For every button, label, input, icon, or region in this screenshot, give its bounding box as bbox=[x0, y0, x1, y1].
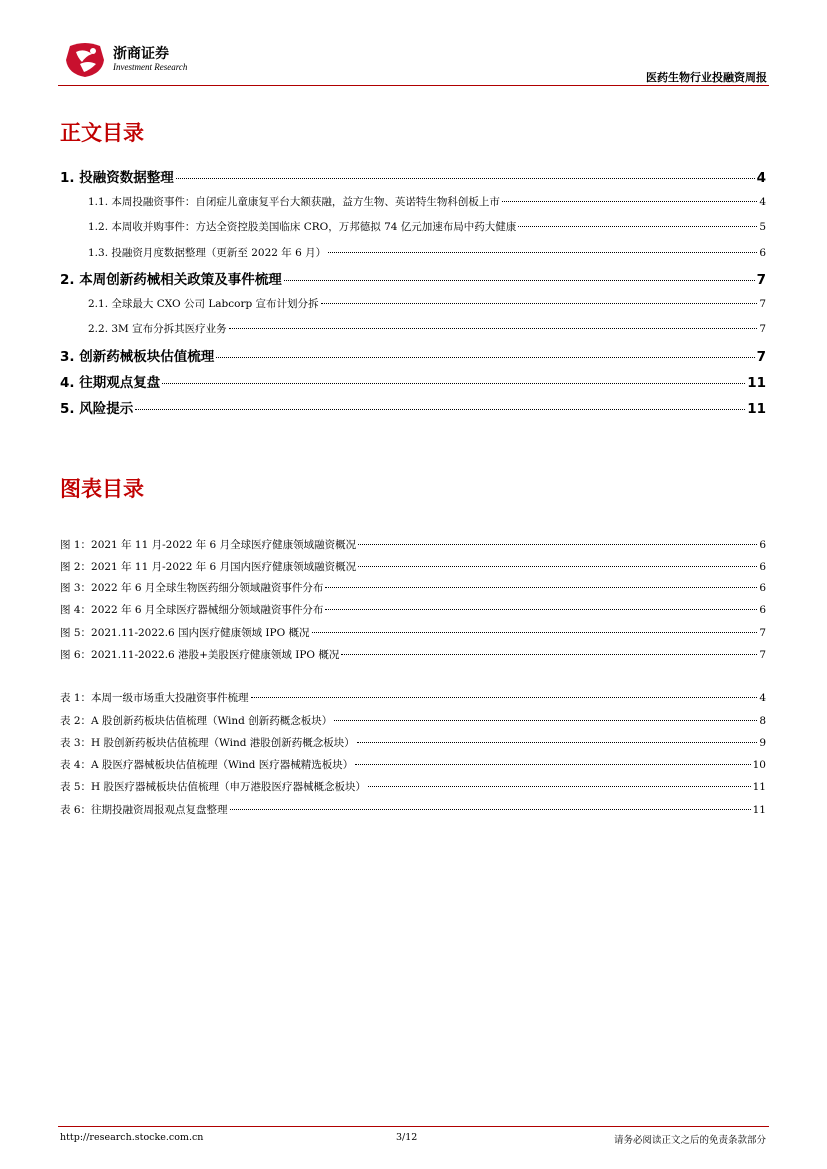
toc-entry-page: 11 bbox=[747, 401, 766, 417]
toc-entry-label: 5. 风险提示 bbox=[60, 401, 134, 417]
leader-dots bbox=[341, 654, 757, 655]
leader-dots bbox=[321, 303, 758, 304]
figure-entry-label: 图 2：2021 年 11 月-2022 年 6 月国内医疗健康领域融资概况 bbox=[60, 561, 357, 573]
leader-dots bbox=[135, 409, 745, 410]
figure-entry-page: 6 bbox=[759, 582, 766, 594]
leader-dots bbox=[325, 587, 757, 588]
figure-entry[interactable] bbox=[0, 647, 827, 662]
toc-entry[interactable] bbox=[0, 345, 827, 365]
table-entry-label: 表 1：本周一级市场重大投融资事件梳理 bbox=[60, 692, 249, 704]
header-divider bbox=[58, 85, 769, 86]
leader-dots bbox=[518, 226, 757, 227]
leader-dots bbox=[355, 764, 750, 765]
figure-entry-label: 图 5：2021.11-2022.6 国内医疗健康领域 IPO 概况 bbox=[60, 627, 310, 639]
toc-entry-page: 11 bbox=[747, 375, 766, 391]
toc-entry-label: 2.2. 3M 宣布分拆其医疗业务 bbox=[88, 323, 227, 335]
leader-dots bbox=[325, 609, 757, 610]
toc-entry-page: 7 bbox=[759, 298, 766, 310]
figure-entry-page: 7 bbox=[759, 649, 766, 661]
table-entry-label: 表 2：A 股创新药板块估值梳理（Wind 创新药概念板块） bbox=[60, 715, 333, 727]
footer-url[interactable]: http://research.stocke.com.cn bbox=[60, 1132, 204, 1143]
leader-dots bbox=[358, 566, 757, 567]
leader-dots bbox=[312, 632, 758, 633]
footer-disclaimer: 请务必阅读正文之后的免责条款部分 bbox=[613, 1135, 766, 1146]
table-entry-page: 10 bbox=[752, 759, 766, 771]
toc-entry[interactable] bbox=[0, 371, 827, 391]
table-entry[interactable] bbox=[0, 757, 827, 772]
toc-entry[interactable] bbox=[0, 321, 827, 336]
figure-entry-page: 6 bbox=[759, 539, 766, 551]
table-entry-label: 表 3：H 股创新药板块估值梳理（Wind 港股创新药概念板块） bbox=[60, 737, 355, 749]
toc-entry-label: 2.1. 全球最大 CXO 公司 Labcorp 宣布计划分拆 bbox=[88, 298, 319, 310]
toc-entry[interactable] bbox=[0, 268, 827, 288]
table-entry[interactable] bbox=[0, 713, 827, 728]
table-entry[interactable] bbox=[0, 802, 827, 817]
footer-divider bbox=[58, 1126, 769, 1127]
table-entry-label: 表 4：A 股医疗器械板块估值梳理（Wind 医疗器械精选板块） bbox=[60, 759, 354, 771]
toc-entry-label: 2. 本周创新药械相关政策及事件梳理 bbox=[60, 272, 282, 288]
leader-dots bbox=[230, 809, 751, 810]
leader-dots bbox=[368, 786, 751, 787]
figure-entry-label: 图 6：2021.11-2022.6 港股+美股医疗健康领域 IPO 概况 bbox=[60, 649, 340, 661]
report-type: 医药生物行业投融资周报 bbox=[646, 71, 767, 84]
leader-dots bbox=[357, 742, 758, 743]
toc-entry-label: 1.3. 投融资月度数据整理（更新至 2022 年 6 月） bbox=[88, 247, 327, 259]
figure-entry-page: 6 bbox=[759, 604, 766, 616]
toc-entry-label: 3. 创新药械板块估值梳理 bbox=[60, 349, 215, 365]
toc-entry[interactable] bbox=[0, 296, 827, 311]
leader-dots bbox=[176, 178, 755, 179]
figure-entry-page: 7 bbox=[759, 627, 766, 639]
table-entry-label: 表 5：H 股医疗器械板块估值梳理（申万港股医疗器械概念板块） bbox=[60, 781, 367, 793]
leader-dots bbox=[334, 720, 757, 721]
brand-name-en: Investment Research bbox=[113, 62, 188, 72]
leader-dots bbox=[229, 328, 758, 329]
toc-entry-page: 4 bbox=[759, 196, 766, 208]
table-entry[interactable] bbox=[0, 690, 827, 705]
toc-entry-label: 1. 投融资数据整理 bbox=[60, 170, 174, 186]
toc-entry-label: 1.1. 本周投融资事件：自闭症儿童康复平台大额获融，益方生物、英诺特生物科创板上市 bbox=[88, 196, 500, 208]
toc-entry-page: 6 bbox=[759, 247, 766, 259]
leader-dots bbox=[162, 383, 745, 384]
figure-entry-page: 6 bbox=[759, 561, 766, 573]
toc-entry[interactable] bbox=[0, 219, 827, 234]
figure-entry[interactable] bbox=[0, 559, 827, 574]
figures-title: 图表目录 bbox=[60, 477, 144, 501]
figure-entry[interactable] bbox=[0, 625, 827, 640]
toc-entry[interactable] bbox=[0, 245, 827, 260]
toc-entry-page: 7 bbox=[756, 349, 766, 365]
brand-logo-icon bbox=[64, 42, 106, 78]
toc-entry-page: 7 bbox=[756, 272, 766, 288]
leader-dots bbox=[358, 544, 757, 545]
toc-entry-page: 4 bbox=[756, 170, 766, 186]
figure-entry[interactable] bbox=[0, 537, 827, 552]
figure-entry[interactable] bbox=[0, 580, 827, 595]
table-entry-label: 表 6：往期投融资周报观点复盘整理 bbox=[60, 804, 228, 816]
figure-entry-label: 图 1：2021 年 11 月-2022 年 6 月全球医疗健康领域融资概况 bbox=[60, 539, 357, 551]
toc-title: 正文目录 bbox=[60, 121, 144, 145]
brand-name-cn: 浙商证券 bbox=[113, 46, 169, 62]
figure-entry-label: 图 3：2022 年 6 月全球生物医药细分领域融资事件分布 bbox=[60, 582, 324, 594]
table-entry-page: 9 bbox=[759, 737, 766, 749]
leader-dots bbox=[502, 201, 757, 202]
toc-entry[interactable] bbox=[0, 194, 827, 209]
table-entry[interactable] bbox=[0, 779, 827, 794]
leader-dots bbox=[216, 357, 754, 358]
toc-entry-page: 5 bbox=[759, 221, 766, 233]
table-entry-page: 11 bbox=[752, 804, 766, 816]
table-entry[interactable] bbox=[0, 735, 827, 750]
table-entry-page: 8 bbox=[759, 715, 766, 727]
toc-entry[interactable] bbox=[0, 166, 827, 186]
toc-entry-label: 4. 往期观点复盘 bbox=[60, 375, 161, 391]
toc-entry-page: 7 bbox=[759, 323, 766, 335]
figure-entry-label: 图 4：2022 年 6 月全球医疗器械细分领域融资事件分布 bbox=[60, 604, 324, 616]
table-entry-page: 4 bbox=[759, 692, 766, 704]
toc-entry[interactable] bbox=[0, 397, 827, 417]
table-entry-page: 11 bbox=[752, 781, 766, 793]
leader-dots bbox=[328, 252, 757, 253]
leader-dots bbox=[284, 280, 755, 281]
figure-entry[interactable] bbox=[0, 602, 827, 617]
page-number: 3/12 bbox=[396, 1132, 418, 1143]
toc-entry-label: 1.2. 本周收并购事件：方达全资控股美国临床 CRO，万邦德拟 74 亿元加速布局中药大健康 bbox=[88, 221, 517, 233]
leader-dots bbox=[251, 697, 758, 698]
page-header bbox=[0, 0, 827, 90]
